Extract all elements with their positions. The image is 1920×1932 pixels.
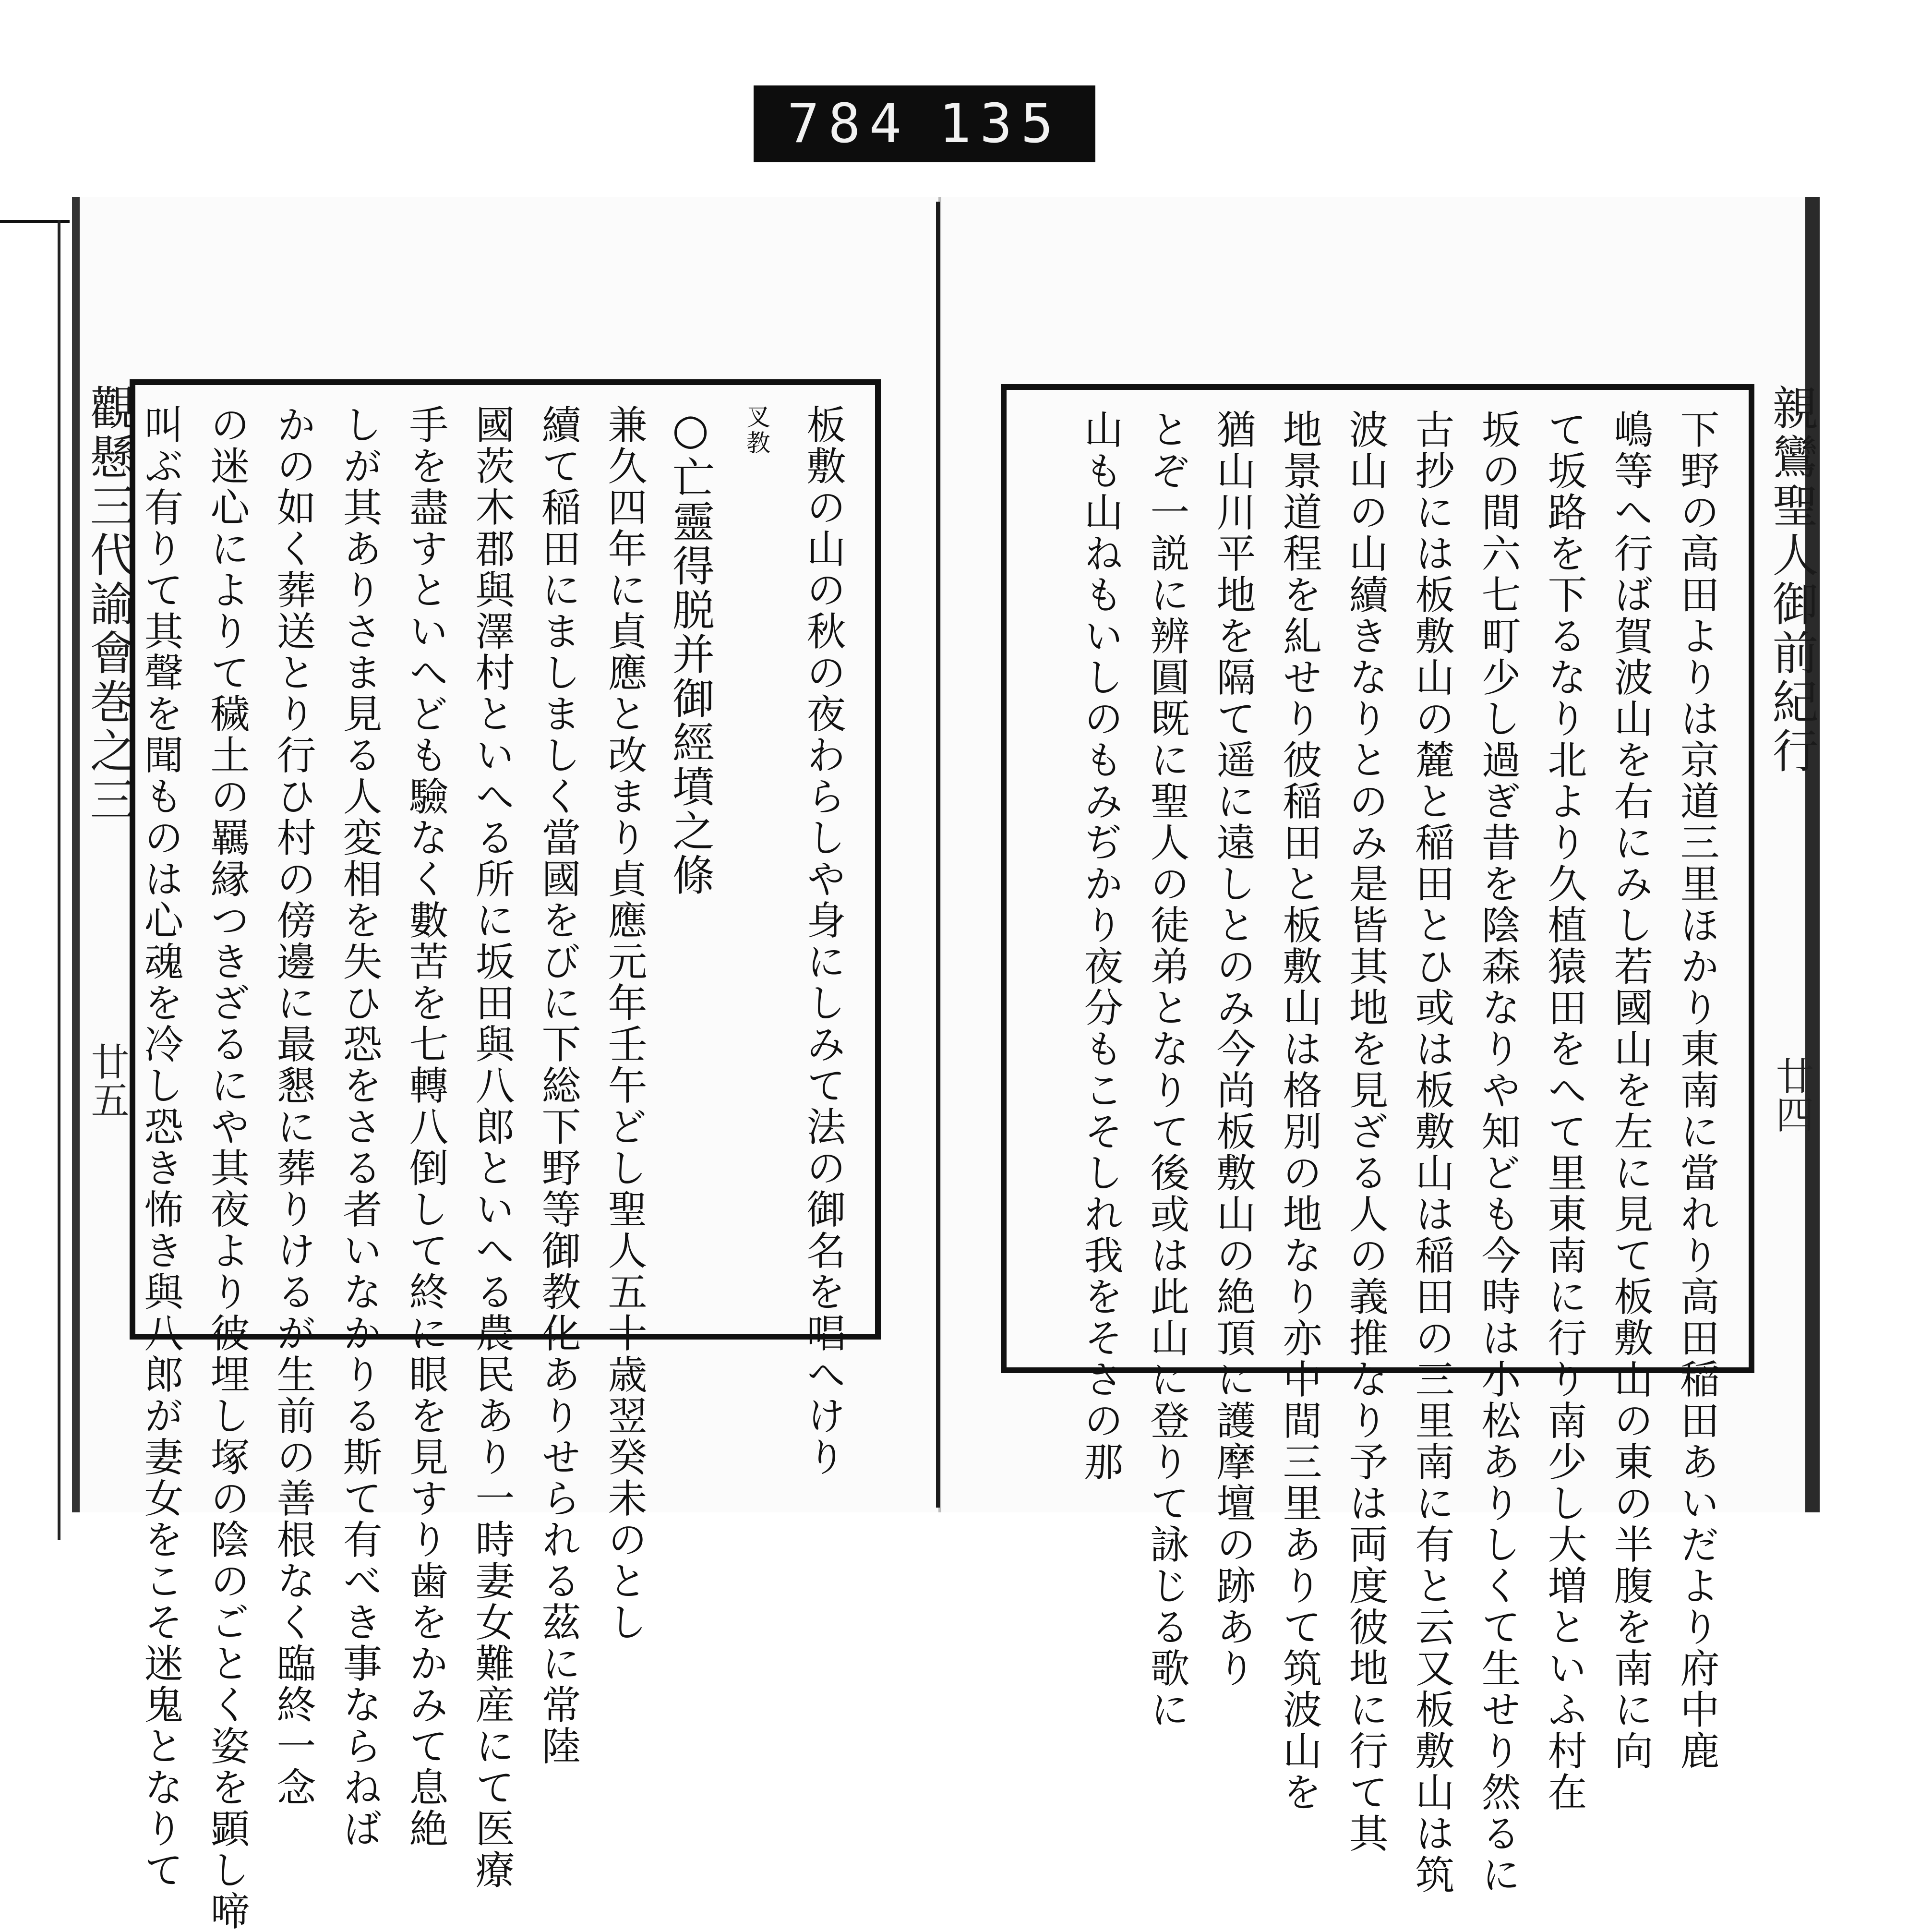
- left-edge-border: [58, 220, 60, 1540]
- text-line: て坂路を下るなり北より久植猿田をへて里東南に行り南少し大増といふ村在: [1541, 409, 1587, 1813]
- book-gutter: [936, 202, 940, 1508]
- text-line: しが其ありさま見る人変相を失ひ恐をさる者いなかりる斯て有べき事ならねば: [336, 404, 382, 1849]
- text-line: 波山の山續きなりとのみ是皆其地を見ざる人の義推なり予は両度彼地に行て其: [1343, 409, 1388, 1854]
- text-line: 地景道程を糺せり彼稲田と板敷山は格別の地なり亦中間三里ありて筑波山を: [1276, 409, 1322, 1813]
- text-line: 古抄には板敷山の麓と稲田とひ或は板敷山は稲田の三里南に有と云又板敷山は筑: [1409, 409, 1454, 1896]
- text-line: 兼久四年に貞應と改まり貞應元年壬午どし聖人五十歳翌癸未のとし: [601, 404, 647, 1643]
- text-line: かの如く葬送とり行ひ村の傍邊に最懇に葬りけるが生前の善根なく臨終一念: [270, 404, 316, 1808]
- text-line: 嶋等へ行ば賀波山を右にみし若國山を左に見て板敷山の東の半腹を南に向: [1608, 409, 1653, 1772]
- right-text-frame: [1001, 384, 1754, 1896]
- left-margin-title: 觀懸三代諭會巻之三: [83, 384, 136, 825]
- section-heading: ○亡靈得脱并御經墳之條: [666, 404, 715, 897]
- text-line: 續て稲田にましましく當國をびに下総下野等御教化ありせられる茲に常陸: [535, 404, 581, 1767]
- left-text-body: [138, 404, 856, 1932]
- text-line: 猶山川平地を隔て遥に遠しとのみ今尚板敷山の絶頂に護摩壇の跡あり: [1210, 409, 1256, 1689]
- text-line: 坂の間六七町少し過ぎ昔を陰森なりや知ども今時は小松ありしくて生せり然るに: [1475, 409, 1521, 1896]
- text-line: 叫ぶ有りて其聲を聞ものは心魂を冷し恐き怖き與八郎が妻女をこそ迷鬼となりて: [138, 404, 183, 1891]
- scan-label-left-number: 784: [787, 93, 911, 155]
- text-line: とぞ一説に辨圓既に聖人の徒弟となりて後或は此山に登りて詠じる歌に: [1144, 409, 1189, 1730]
- scan-label: [754, 85, 1095, 162]
- right-text-body: [1026, 409, 1729, 1896]
- text-line: 下野の高田よりは京道三里ほかり東南に當れり高田稲田あいだより府中鹿: [1674, 409, 1719, 1772]
- text-line: 手を盡すといへども驗なく數苦を七轉八倒して終に眼を見すり歯をかみて息絶: [403, 404, 448, 1849]
- left-text-frame: [130, 379, 881, 1932]
- text-line: の迷心によりて穢土の羈縁つきざるにや其夜より彼埋し塚の陰のごとく姿を顕し啼: [204, 404, 250, 1932]
- right-margin-title: 親鸞聖人御前紀行: [1765, 384, 1819, 776]
- scan-label-right-number: 135: [938, 93, 1062, 155]
- right-folio: 廿四: [1769, 1056, 1814, 1133]
- text-line: 國茨木郡與澤村といへる所に坂田與八郎といへる農民あり一時妻女難産にて医療: [469, 404, 515, 1891]
- left-folio: 廿五: [84, 1042, 129, 1119]
- poem-author: 叉教: [743, 404, 770, 456]
- text-line: 山も山ねもいしのもみぢかり夜分もこそしれ我をそさの那: [1078, 409, 1123, 1483]
- poem-line: 板敷の山の秋の夜わらしや身にしみて法の御名を唱へけり: [800, 404, 846, 1478]
